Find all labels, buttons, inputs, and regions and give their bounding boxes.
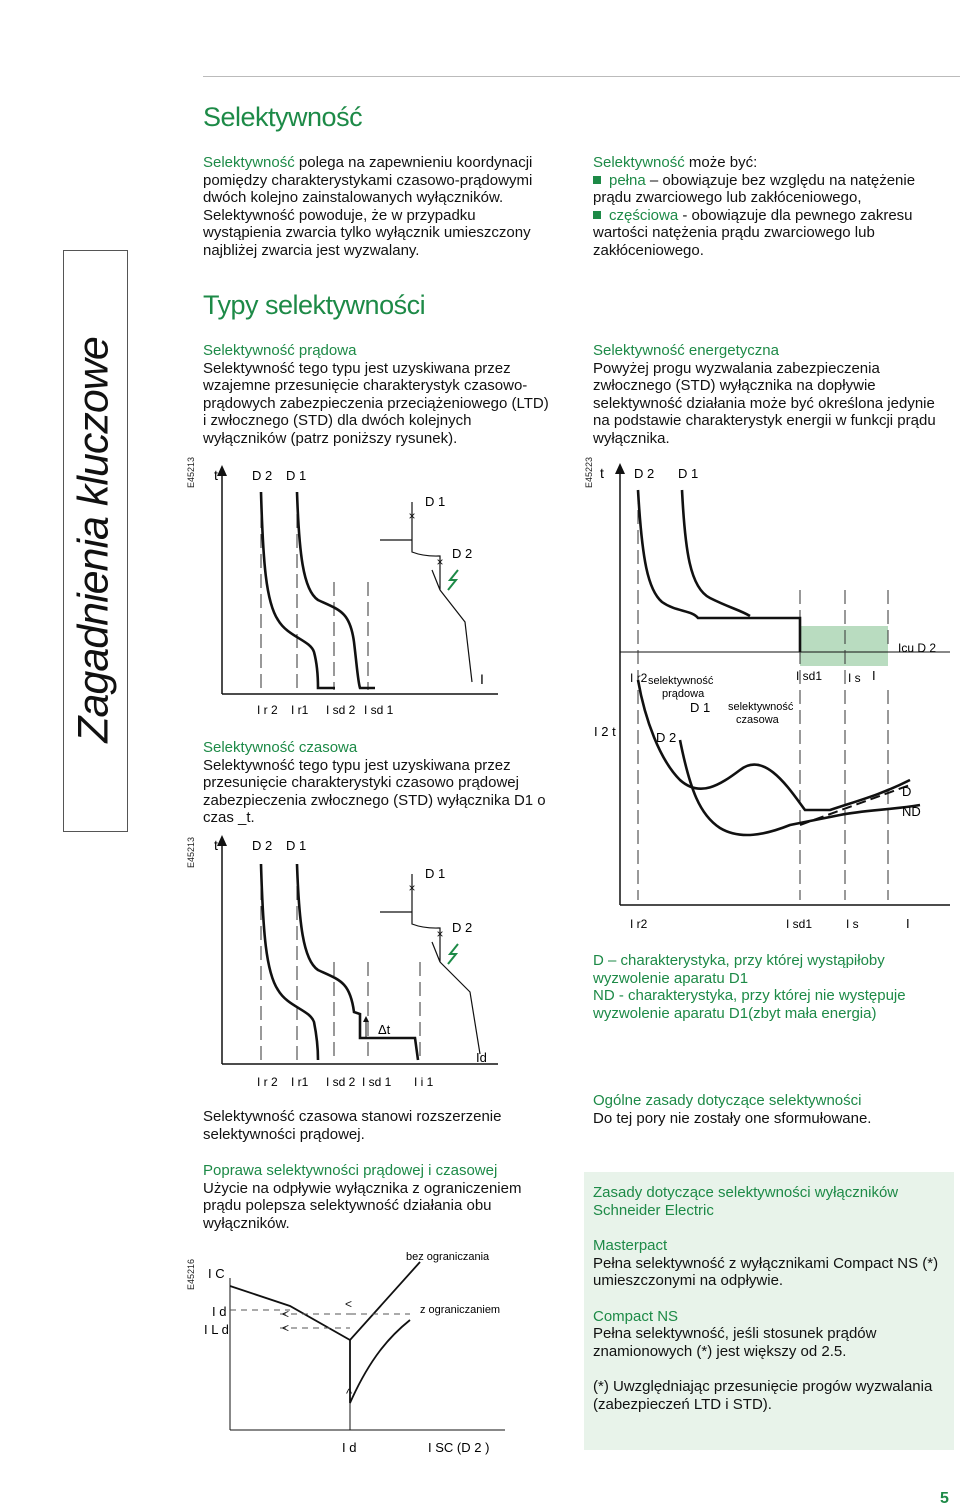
figure-code-2: E45213 — [186, 836, 196, 868]
svg-text:×: × — [408, 881, 416, 895]
svg-text:I r2: I r2 — [630, 671, 648, 685]
figure-code-1: E45213 — [186, 456, 196, 488]
fig1-switch-d1: D 1 — [425, 494, 446, 509]
svg-text:^: ^ — [346, 1386, 353, 1401]
svg-text:selektywność: selektywność — [728, 701, 794, 713]
svg-text:I: I — [906, 916, 910, 931]
svg-text:I r2: I r2 — [630, 917, 648, 931]
bullet-icon — [593, 211, 601, 219]
svg-text:<: < — [345, 1297, 353, 1311]
fig1-d1-label: D 1 — [286, 468, 307, 483]
fig4-label-limit: z ograniczaniem — [420, 1304, 501, 1316]
svg-text:D: D — [902, 784, 912, 799]
svg-text:I r1: I r1 — [291, 1075, 309, 1089]
svg-text:I sd1: I sd1 — [786, 917, 813, 931]
svg-text:I r 2: I r 2 — [257, 1075, 278, 1089]
fig1-tick-isd2: I sd 2 — [326, 703, 356, 717]
svg-text:I s: I s — [846, 917, 859, 931]
time-selectivity-note: Selektywność czasowa stanowi rozszerzenie selektywności prądowej. — [203, 1108, 502, 1143]
svg-text:×: × — [436, 555, 444, 569]
current-selectivity-section: Selektywność prądowa Selektywność tego typu jest uzyskiwana przez wzajemne przesunięcie charakterystyk czasowo- prądowych zabezpieczenia przeciążeniowego (LTD) i zwłocznego (STD) dla dwóch kolejnych wyłączników (patrz poniższy rysunek). — [203, 342, 583, 447]
time-selectivity-section: Selektywność czasowa Selektywność tego typu jest uzyskiwana przez przesunięcie charakterystyki czasowo prądowej zabezpieczenia zwłocznego (STD) wyłącznika D1 o czas _t. — [203, 739, 583, 827]
svg-text:czasowa: czasowa — [736, 714, 779, 726]
svg-text:I 2 t: I 2 t — [594, 724, 616, 739]
svg-text:I sd 2: I sd 2 — [326, 1075, 356, 1089]
fig1-t-label: t — [214, 467, 218, 483]
svg-text:D 1: D 1 — [678, 466, 699, 481]
improve-heading: Poprawa selektywności prądowej i czasowej — [203, 1162, 498, 1179]
figure-code-3: E45223 — [584, 456, 594, 488]
svg-text:D 1: D 1 — [690, 700, 711, 715]
intro-paragraph: Selektywność polega na zapewnieniu koordynacji pomiędzy charakterystykami czasowo-prądowymi dwóch kolejno zainstalowanych wyłączników. Selektywność powoduje, że w przypadku wystąpienia zwarcia tylko wyłącznik umieszczony najbliżej zwarcia jest wyzwalany. — [203, 154, 533, 259]
fig2-delta-t: Δt — [378, 1022, 391, 1037]
fig1-d2-label: D 2 — [252, 468, 273, 483]
svg-text:I d: I d — [212, 1304, 227, 1319]
time-selectivity-heading: Selektywność czasowa — [203, 739, 358, 756]
svg-text:I sd1: I sd1 — [796, 669, 823, 683]
schneider-rules-content: Zasady dotyczące selektywności wyłączników Schneider Electric Masterpact Pełna selektywność z wyłącznikami Compact NS (*) umieszczonymi na odpływie. Compact NS Pełna selektywność, jeśli stosunek prądów znamionowych (*) jest większy od 2.5. (*) Uwzględniając przesunięcie progów wyzwalania (zabezpieczeń LTD i STD). — [593, 1184, 939, 1413]
svg-text:ND: ND — [902, 804, 921, 819]
svg-text:D 2: D 2 — [656, 730, 677, 745]
energy-selectivity-section: Selektywność energetyczna Powyżej progu wyzwalania zabezpieczenia zwłocznego (STD) wyłącznika na dopływie selektywność działania może być określona jedynie na podstawie charakterystyk energii w funkcji prądu wyłącznika. — [593, 342, 936, 447]
svg-text:I i 1: I i 1 — [414, 1075, 434, 1089]
fig1-i-axis: I — [480, 671, 484, 687]
fig2-id-label: Id — [476, 1050, 487, 1065]
intro-lead: Selektywność — [203, 154, 295, 171]
figure-energy-selectivity — [590, 460, 955, 940]
svg-text:prądowa: prądowa — [662, 688, 705, 700]
figure-limiting — [200, 1248, 510, 1463]
svg-text:D 1: D 1 — [286, 838, 307, 853]
svg-text:I L d: I L d — [204, 1322, 229, 1337]
svg-text:<: < — [282, 1307, 290, 1321]
svg-text:I sd 1: I sd 1 — [362, 1075, 392, 1089]
header-rule — [203, 76, 960, 77]
figure-time-selectivity — [200, 832, 500, 1094]
figure-code-4: E45216 — [186, 1258, 196, 1290]
figure-current-selectivity — [200, 462, 500, 724]
svg-text:D 2: D 2 — [252, 838, 273, 853]
fig1-switch-d2: D 2 — [452, 546, 473, 561]
general-rules: Ogólne zasady dotyczące selektywności Do tej pory nie zostały one sformułowane. — [593, 1092, 872, 1127]
fig1-tick-ir1: I r1 — [291, 703, 309, 717]
types-title: Typy selektywności — [203, 290, 426, 320]
svg-text:D 2: D 2 — [634, 466, 655, 481]
svg-text:t: t — [600, 465, 604, 481]
energy-legend: D – charakterystyka, przy której wystąpiłoby wyzwolenie aparatu D1 ND - charakterystyka, przy której nie występuje wyzwolenie aparatu D1(zbyt mała energia) — [593, 952, 906, 1022]
svg-text:Icu D 2: Icu D 2 — [898, 641, 937, 655]
svg-text:selektywność: selektywność — [648, 675, 714, 687]
svg-text:D 2: D 2 — [452, 920, 473, 935]
svg-text:<: < — [282, 1321, 290, 1335]
svg-text:I s: I s — [848, 671, 861, 685]
sidebar-label: Zagadnienia kluczowe — [69, 337, 118, 743]
fig4-label-no-limit: bez ograniczania — [406, 1251, 490, 1263]
svg-text:I: I — [872, 668, 876, 683]
improve-section: Poprawa selektywności prądowej i czasowej Użycie na odpływie wyłącznika z ograniczeniem prądu polepsza selektywność działania obu wyłączników. — [203, 1162, 583, 1232]
page-title: Selektywność — [203, 102, 363, 132]
svg-text:I d: I d — [342, 1440, 357, 1455]
svg-text:I C: I C — [208, 1266, 225, 1281]
svg-text:D 1: D 1 — [425, 866, 446, 881]
bullet-icon — [593, 176, 601, 184]
types-list: Selektywność może być: pełna – obowiązuje bez względu na natężenie prądu zwarciowego lub zakłóceniowego, częściowa - obowiązuje dla pewnego zakresu wartości natężenia prądu zwarciowego lub zakłóceniowego. — [593, 154, 916, 259]
svg-text:t: t — [214, 837, 218, 853]
current-selectivity-heading: Selektywność prądowa — [203, 342, 357, 359]
page-number: 5 — [940, 1490, 949, 1507]
svg-text:×: × — [436, 927, 444, 941]
fig1-tick-ir2: I r 2 — [257, 703, 278, 717]
svg-text:I SC (D 2 ): I SC (D 2 ) — [428, 1440, 490, 1455]
svg-text:×: × — [408, 509, 416, 523]
fig1-tick-isd1: I sd 1 — [364, 703, 394, 717]
